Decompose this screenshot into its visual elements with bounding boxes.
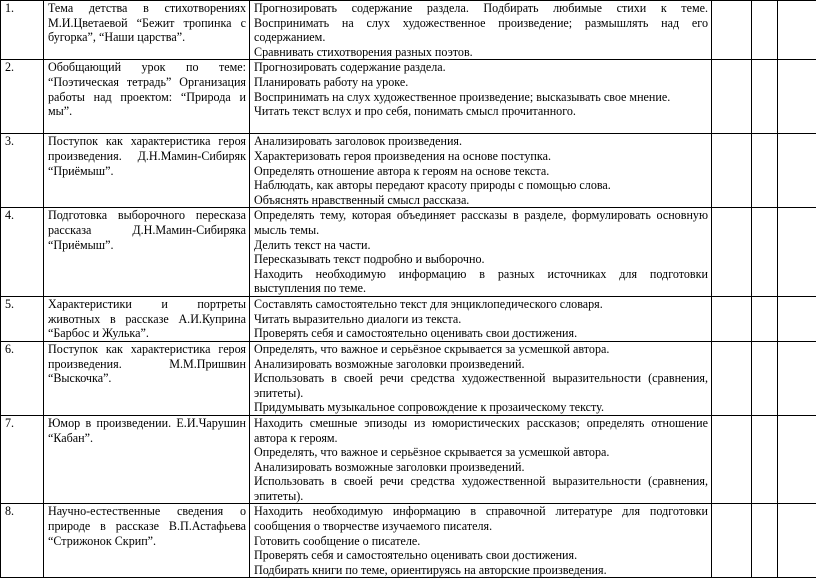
lesson-activities: [250, 341, 712, 415]
activity-line: Объяснять нравственный смысл рассказа.: [254, 193, 708, 208]
empty-cell: [778, 208, 816, 297]
activity-line: Использовать в своей речи средства художественной выразительности (сравнения, эпитеты).: [254, 371, 708, 400]
table-row: [1, 1, 816, 60]
activity-line: Прогнозировать содержание раздела.: [254, 60, 708, 75]
activity-line: Планировать работу на уроке.: [254, 75, 708, 90]
lesson-topic: Характеристики и портреты животных в рассказе А.И.Куприна “Барбос и Жулька”.: [44, 296, 250, 341]
empty-cell: [778, 341, 816, 415]
activity-line: Определять тему, которая объединяет рассказы в разделе, формулировать основную мысль темы.: [254, 208, 708, 237]
table-row: [1, 208, 816, 297]
lesson-topic: Юмор в произведении. Е.И.Чарушин “Кабан”.: [44, 415, 250, 504]
lesson-activities: [250, 296, 712, 341]
activity-line: Находить смешные эпизоды из юмористических рассказов; определять отношение автора к героям.: [254, 416, 708, 445]
activity-line: Находить необходимую информацию в разных источниках для подготовки выступления по теме.: [254, 267, 708, 296]
table-row: [1, 60, 816, 134]
lesson-number: 6.: [1, 341, 44, 415]
activity-line: Проверять себя и самостоятельно оценивать свои достижения.: [254, 548, 708, 563]
activity-line: Определять, что важное и серьёзное скрывается за усмешкой автора.: [254, 445, 708, 460]
empty-cell: [712, 1, 752, 60]
lesson-topic: Подготовка выборочного пересказа рассказа Д.Н.Мамин-Сибиряка “Приёмыш”.: [44, 208, 250, 297]
table-row: [1, 504, 816, 578]
empty-cell: [778, 134, 816, 208]
lesson-activities: [250, 134, 712, 208]
table-row: [1, 296, 816, 341]
activity-line: Использовать в своей речи средства художественной выразительности (сравнения, эпитеты).: [254, 474, 708, 503]
activity-line: Анализировать возможные заголовки произведений.: [254, 460, 708, 475]
activity-line: Воспринимать на слух художественное произведение; высказывать свое мнение.: [254, 90, 708, 105]
activity-line: Сравнивать стихотворения разных поэтов.: [254, 45, 708, 60]
lesson-number: 4.: [1, 208, 44, 297]
activity-line: Наблюдать, как авторы передают красоту природы с помощью слова.: [254, 178, 708, 193]
lesson-activities: [250, 504, 712, 578]
lesson-activities: [250, 415, 712, 504]
activity-line: Воспринимать на слух художественное произведение; размышлять над его содержанием.: [254, 16, 708, 45]
activity-line: Подбирать книги по теме, ориентируясь на авторские произведения.: [254, 563, 708, 578]
lesson-topic: Научно-естественные сведения о природе в рассказе В.П.Астафьева “Стрижонок Скрип”.: [44, 504, 250, 578]
empty-cell: [752, 296, 778, 341]
activity-line: Определять, что важное и серьёзное скрывается за усмешкой автора.: [254, 342, 708, 357]
activity-line: Определять отношение автора к героям на основе текста.: [254, 164, 708, 179]
activity-line: Читать выразительно диалоги из текста.: [254, 312, 708, 327]
table-row: [1, 134, 816, 208]
empty-cell: [778, 504, 816, 578]
empty-cell: [778, 1, 816, 60]
activity-line: Находить необходимую информацию в справочной литературе для подготовки сообщения о творчестве изучаемого писателя.: [254, 504, 708, 533]
empty-cell: [712, 504, 752, 578]
lesson-activities: [250, 208, 712, 297]
activity-line: Читать текст вслух и про себя, понимать смысл прочитанного.: [254, 104, 708, 119]
empty-cell: [778, 296, 816, 341]
empty-cell: [778, 60, 816, 134]
lesson-topic: Поступок как характеристика героя произведения. М.М.Пришвин “Выскочка”.: [44, 341, 250, 415]
table-row: [1, 341, 816, 415]
empty-cell: [712, 208, 752, 297]
lesson-activities: [250, 1, 712, 60]
empty-cell: [778, 415, 816, 504]
activity-line: Анализировать возможные заголовки произведений.: [254, 357, 708, 372]
empty-cell: [712, 60, 752, 134]
activity-line: Прогнозировать содержание раздела. Подбирать любимые стихи к теме.: [254, 1, 708, 16]
lesson-number: 8.: [1, 504, 44, 578]
lesson-activities: [250, 60, 712, 134]
empty-cell: [752, 134, 778, 208]
lesson-number: 2.: [1, 60, 44, 134]
empty-cell: [752, 504, 778, 578]
empty-cell: [752, 415, 778, 504]
empty-cell: [712, 134, 752, 208]
activity-line: Составлять самостоятельно текст для энциклопедического словаря.: [254, 297, 708, 312]
activity-line: Проверять себя и самостоятельно оценивать свои достижения.: [254, 326, 708, 341]
empty-cell: [712, 341, 752, 415]
lesson-number: 3.: [1, 134, 44, 208]
lesson-topic: Поступок как характеристика героя произведения. Д.Н.Мамин-Сибиряк “Приёмыш”.: [44, 134, 250, 208]
table-row: [1, 415, 816, 504]
activity-line: Готовить сообщение о писателе.: [254, 534, 708, 549]
activity-line: Пересказывать текст подробно и выборочно.: [254, 252, 708, 267]
empty-cell: [752, 208, 778, 297]
empty-cell: [712, 296, 752, 341]
lesson-number: 5.: [1, 296, 44, 341]
empty-cell: [752, 341, 778, 415]
lesson-topic: Обобщающий урок по теме: “Поэтическая тетрадь” Организация работы над проектом: “Природа и мы”.: [44, 60, 250, 134]
activity-line: Придумывать музыкальное сопровождение к прозаическому тексту.: [254, 400, 708, 415]
activity-line: Делить текст на части.: [254, 238, 708, 253]
activity-line: Анализировать заголовок произведения.: [254, 134, 708, 149]
empty-cell: [752, 1, 778, 60]
empty-cell: [712, 415, 752, 504]
empty-cell: [752, 60, 778, 134]
lesson-number: 7.: [1, 415, 44, 504]
lesson-topic: Тема детства в стихотворениях М.И.Цветаевой “Бежит тропинка с бугорка”, “Наши царства”.: [44, 1, 250, 60]
lesson-number: 1.: [1, 1, 44, 60]
activity-line: Характеризовать героя произведения на основе поступка.: [254, 149, 708, 164]
